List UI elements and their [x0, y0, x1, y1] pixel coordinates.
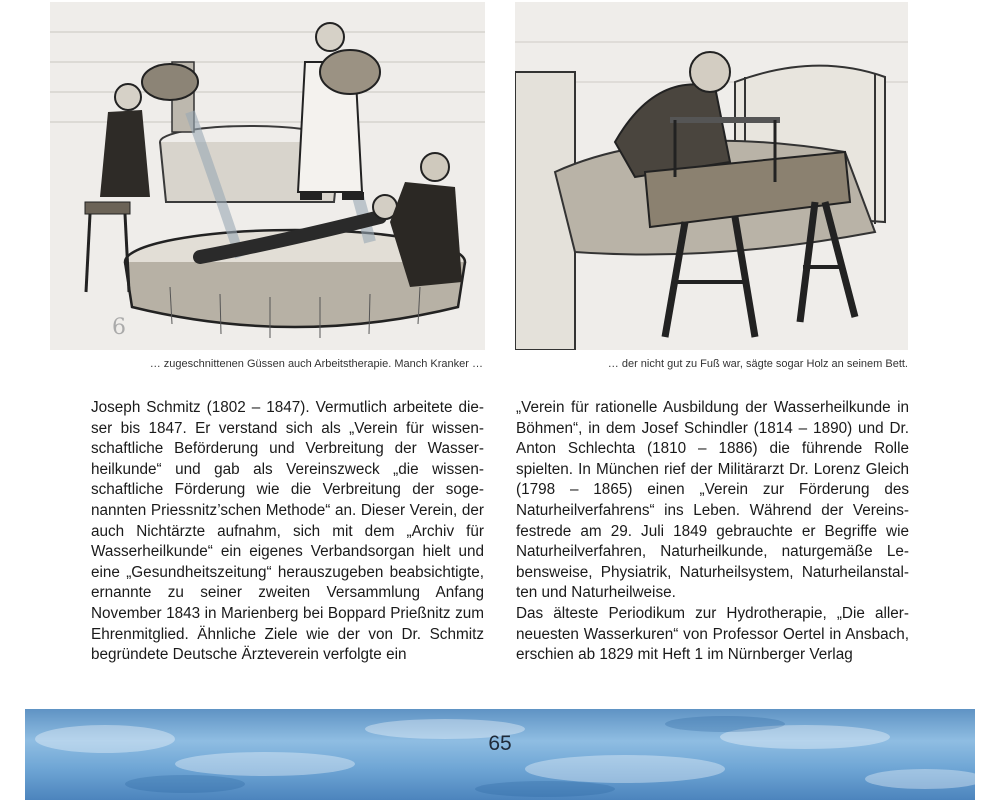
engraving-mark: 6: [112, 315, 126, 340]
paragraph: „Verein für rationelle Ausbildung der Wasserheilkunde in Böhmen“, in dem Josef Schindler (1814 – 1890) und Dr. Anton Schlechta (1810 – 1886) die führende Rolle spielten. In München rief der Militärarzt Dr. Lorenz Gleich (1798 – 1865) einen „Verein zur Förderung des Naturheilverfahrens“ ins Leben. Während der Vereinsfestrede am 29. Juli 1849 gebrauchte er Begriffe wie Naturheilverfahren, Naturheilkunde, naturgemäße Lebensweise, Physiatrik, Naturheilsystem, Naturheilanstalten und Naturheilweise.: [516, 399, 909, 602]
sawing-illustration: [515, 2, 908, 350]
paragraph: Das älteste Periodikum zur Hydrotherapie, „Die allerneuesten Wasserkuren“ von Professor Oertel in Ansbach, erschien ab 1829 mit Heft 1 im Nürnberger Verlag: [516, 604, 909, 664]
engraving-water-cure: [50, 2, 485, 350]
figure-caption-right: … der nicht gut zu Fuß war, sägte sogar Holz an seinem Bett.: [607, 358, 908, 370]
engraving-sawing-wood: [515, 2, 908, 350]
text-column-left: [91, 398, 484, 666]
paragraph: Joseph Schmitz (1802 – 1847). Vermutlich arbeitete dieser bis 1847. Er verstand sich als „Verein für wissenschaftliche Beförderung und Verbreitung der Wasserheilkunde“ und gab als Vereinszweck „die wissenschaftliche Förderung wie die Verbreitung der sogenannten Priessnitz’schen Methode“ an. Dieser Verein, der auch Nichtärzte aufnahm, sich mit dem „Archiv für Wasserheilkunde“ ein eigenes Verbandsorgan hielt und eine „Gesundheitszeitung“ herauszugeben beabsichtigte, ernannte zu seiner zweiten Versammlung Anfang November 1843 in Marienberg bei Boppard Prießnitz zum Ehrenmitglied. Ähnliche Ziele wie der von Dr. Schmitz begründete Deutsche Ärzteverein verfolgte ein: [91, 399, 484, 664]
figure-caption-left: … zugeschnittenen Güssen auch Arbeitstherapie. Manch Kranker …: [149, 358, 483, 370]
page-number: 65: [488, 732, 512, 755]
text-column-right: [516, 398, 909, 666]
water-cure-illustration: [50, 2, 485, 350]
